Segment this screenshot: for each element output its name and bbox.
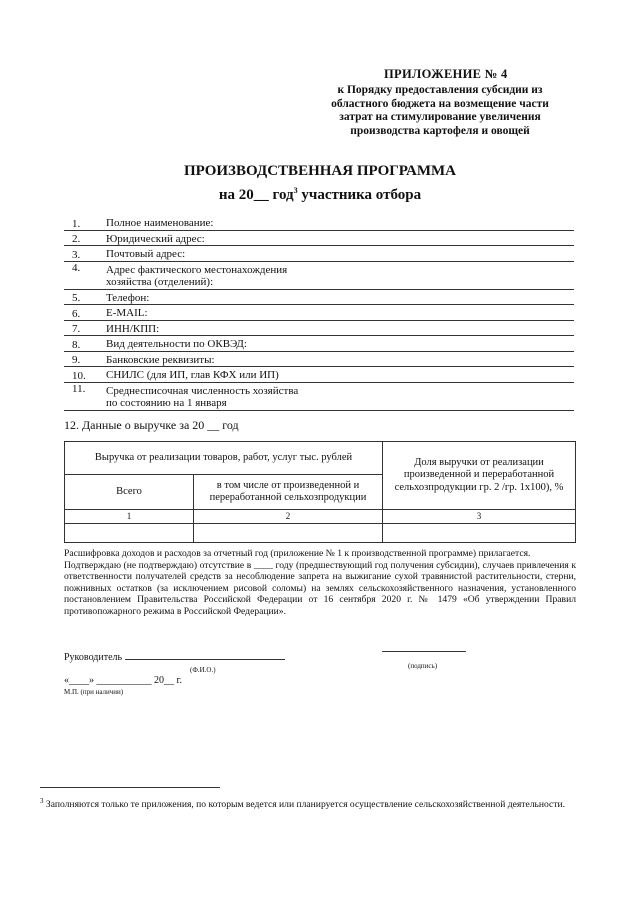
field-row[interactable] [64,336,574,352]
field-number: 3. [72,248,81,261]
field-row[interactable] [64,215,574,231]
stamp-label: М.П. (при наличии) [64,688,124,696]
field-row[interactable] [64,367,574,383]
header-share: Доля выручки от реализации произведенной и переработанной сельхозпродукции гр. 2 /гр. 1х100), % [383,442,576,510]
field-row[interactable] [64,352,574,368]
field-number: 1. [72,217,81,230]
column-number: 3 [383,510,576,524]
header-revenue: Выручка от реализации товаров, работ, услуг тыс. рублей [65,442,383,475]
field-number: 11. [72,382,86,395]
section-12-heading: 12. Данные о выручке за 20 __ год [64,418,239,432]
field-label: Почтовый адрес: [106,248,186,260]
field-number: 4. [72,261,81,274]
field-label: Вид деятельности по ОКВЭД: [106,338,247,350]
header-including: в том числе от произведенной и переработанной сельхозпродукции [194,475,383,510]
fio-line[interactable] [125,659,285,660]
field-row[interactable] [64,231,574,247]
appendix-title: ПРИЛОЖЕНИЕ № 4 [384,67,508,81]
field-label: Телефон: [106,291,150,304]
appendix-subtitle: к Порядку предоставления субсидии из областного бюджета на возмещение части затрат на стимулирование увеличения производства картофеля и овощей [331,84,549,137]
field-label: Среднесписочная численность хозяйства по состоянию на 1 января [106,384,299,409]
field-label: Адрес фактического местонахождения хозяйства (отделений): [106,263,288,288]
footnote-mark: 3 [40,797,44,805]
head-label: Руководитель [64,652,123,663]
declaration-text [64,548,576,618]
program-participant: участника отбора [297,187,422,203]
field-label: E-MAIL: [106,307,148,319]
field-label: Юридический адрес: [106,232,205,245]
field-label: Банковские реквизиты: [106,353,215,366]
date-line[interactable]: «____» ___________ 20__ г. [64,675,182,686]
signature-caption: (подпись) [408,662,438,670]
field-row[interactable] [64,321,574,337]
program-year: на 20__ год [218,187,294,203]
signature-line[interactable] [382,651,466,652]
field-number: 6. [72,307,81,320]
attachment-note: Расшифровка доходов и расходов за отчетный год (приложение № 1 к производственной программе) прилагается. [64,548,531,559]
program-subtitle [100,181,540,205]
field-number: 5. [72,292,81,304]
field-row[interactable] [64,305,574,321]
field-number: 9. [72,354,81,366]
confirmation-paragraph: Подтверждаю (не подтверждаю) отсутствие в ____ году (предшествующий год получения субсидии), случаев привлечения к ответственности получателей средств за несоблюдение запрета на выжигание сухой травянистой растительности, стерни, пожнивных остатков (за исключением рисовой соломы) на землях сельскохозяйственного назначения, установленного постановлением Правительства Российской Федерации от 16 сентября 2020 г. № 1479 «Об утверждении Правил противопожарного режима в Российской Федерации». [64,559,576,617]
field-number: 7. [72,323,81,335]
field-number: 2. [72,233,81,245]
footnote-ref: 3 [293,186,298,195]
field-row[interactable] [64,262,574,290]
participant-fields [64,215,574,411]
table-cell[interactable] [383,523,576,542]
header-total: Всего [65,475,194,510]
program-title: ПРОИЗВОДСТВЕННАЯ ПРОГРАММА [183,163,456,179]
footnote-text: Заполняются только те приложения, по которым ведется или планируется осуществление сельскохозяйственной деятельности. [45,799,566,811]
field-row[interactable] [64,383,574,411]
column-number: 2 [194,510,383,524]
table-cell[interactable] [194,523,383,542]
field-label: ИНН/КПП: [106,322,160,335]
footnote-divider [40,787,220,788]
field-row[interactable] [64,246,574,262]
signature-head [64,652,285,663]
table-cell[interactable] [65,523,194,542]
field-label: Полное наименование: [106,217,214,229]
field-number: 10. [72,369,86,382]
field-label: СНИЛС (для ИП, глав КФХ или ИП) [106,369,279,381]
field-row[interactable] [64,290,574,306]
fio-caption: (Ф.И.О.) [190,666,216,674]
column-number: 1 [65,510,194,524]
revenue-table [64,441,576,543]
field-number: 8. [72,338,81,351]
footnote [40,795,585,811]
document-title [100,162,540,205]
